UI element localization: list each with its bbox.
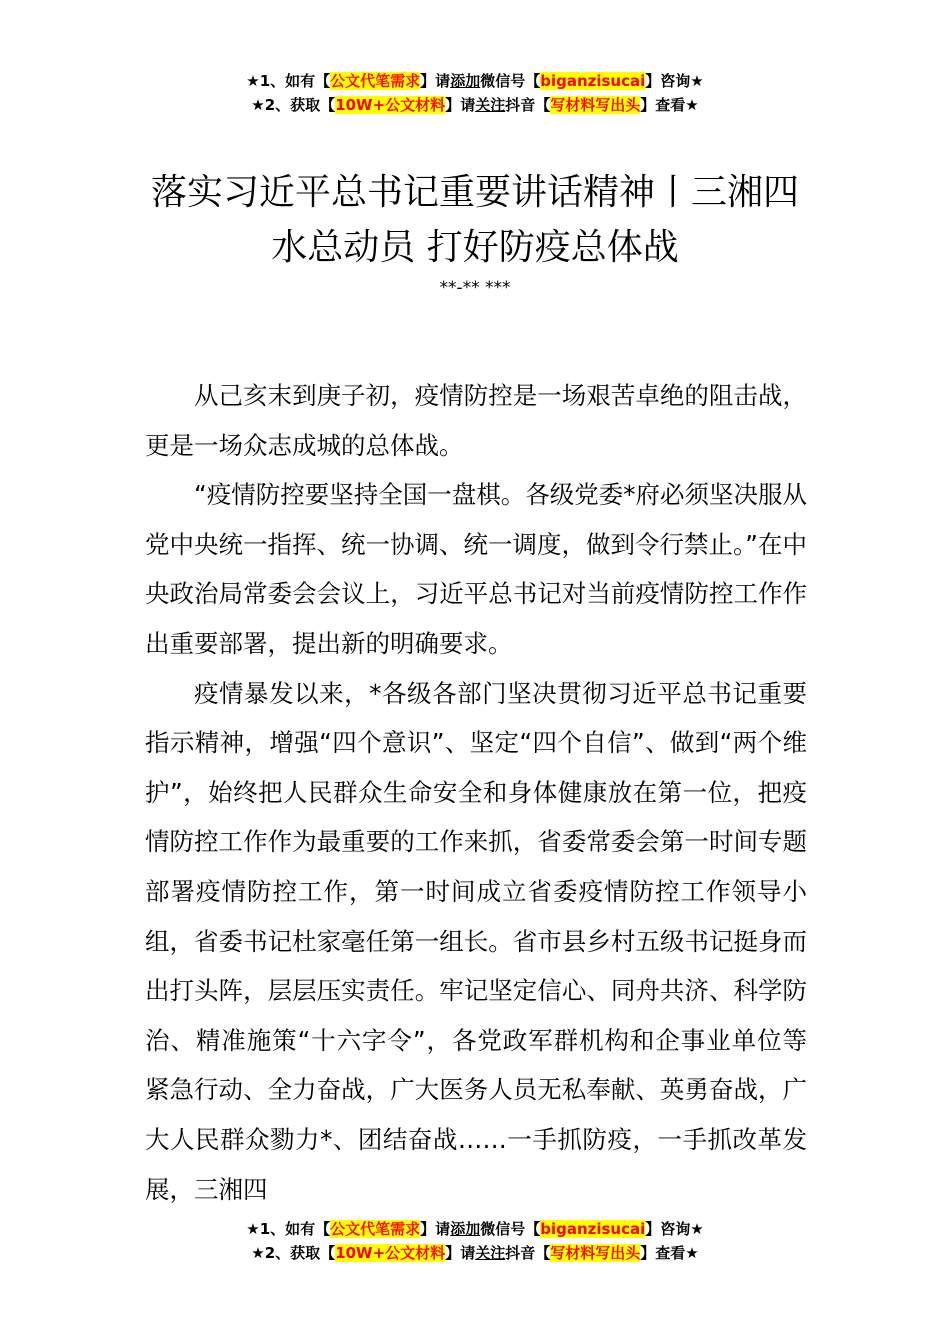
body-paragraph: “疫情防控要坚持全国一盘棋。各级党委*府必须坚决服从党中央统一指挥、统一协调、统一调度，做到令行禁止。”在中央政治局常委会会议上，习近平总书记对当前疫情防控工作作出重要部署，提出新的明确要求。 [145, 480, 807, 658]
promo-text: 】请 [445, 1244, 476, 1262]
promo-line-1 [0, 69, 950, 93]
promo-text: ★2、获取【 [251, 1244, 336, 1262]
promo-header [0, 69, 950, 117]
promo-line-1 [0, 1217, 950, 1241]
promo-text: 】查看★ [640, 1244, 699, 1262]
promo-highlight: 公文代笔需求 [330, 72, 421, 90]
promo-highlight: 10W+公文材料 [335, 96, 446, 114]
promo-text: 】请 [445, 96, 476, 114]
document-body [145, 371, 807, 1214]
promo-text: ★2、获取【 [251, 96, 336, 114]
document-title: 落实习近平总书记重要讲话精神丨三湘四水总动员 打好防疫总体战 [150, 172, 799, 268]
promo-underlined: 添加 [450, 72, 481, 90]
promo-highlight: 写材料写出头 [550, 1244, 641, 1262]
body-paragraph: 疫情暴发以来，*各级各部门坚决贯彻习近平总书记重要指示精神，增强“四个意识”、坚定“四个自信”、做到“两个维护”，始终把人民群众生命安全和身体健康放在第一位，把疫情防控工作作为最重要的工作来抓，省委常委会第一时间专题部署疫情防控工作，第一时间成立省委疫情防控工作领导小组，省委书记杜家毫任第一组长。省市县乡村五级书记挺身而出打头阵，层层压实责任。牢记坚定信心、同舟共济、科学防治、精准施策“十六字令”，各党政军群机构和企事业单位等紧急行动、全力奋战，广大医务人员无私奉献、英勇奋战，广大人民群众勠力*、团结奋战……一手抓防疫，一手抓改革发展，三湘四 [145, 678, 807, 1204]
promo-text: 】请 [420, 1220, 451, 1238]
promo-text: 】查看★ [640, 96, 699, 114]
document-author: **-** *** [439, 278, 511, 298]
promo-highlight: biganzisucai [540, 72, 646, 90]
promo-text: 抖音【 [505, 1244, 551, 1262]
promo-highlight: 公文代笔需求 [330, 1220, 421, 1238]
promo-highlight: 10W+公文材料 [335, 1244, 446, 1262]
promo-text: 】咨询★ [645, 72, 704, 90]
promo-underlined: 添加 [450, 1220, 481, 1238]
promo-text: ★1、如有【 [246, 72, 331, 90]
promo-line-2 [0, 1241, 950, 1265]
body-paragraph: 从己亥末到庚子初，疫情防控是一场艰苦卓绝的阻击战，更是一场众志成城的总体战。 [145, 381, 807, 460]
promo-text: 】咨询★ [645, 1220, 704, 1238]
promo-text: ★1、如有【 [246, 1220, 331, 1238]
promo-line-2 [0, 93, 950, 117]
promo-text: 微信号【 [480, 72, 541, 90]
promo-footer [0, 1217, 950, 1265]
promo-underlined: 关注 [475, 96, 506, 114]
promo-highlight: 写材料写出头 [550, 96, 641, 114]
promo-highlight: biganzisucai [540, 1220, 646, 1238]
promo-text: 微信号【 [480, 1220, 541, 1238]
promo-text: 抖音【 [505, 96, 551, 114]
promo-text: 】请 [420, 72, 451, 90]
promo-underlined: 关注 [475, 1244, 506, 1262]
